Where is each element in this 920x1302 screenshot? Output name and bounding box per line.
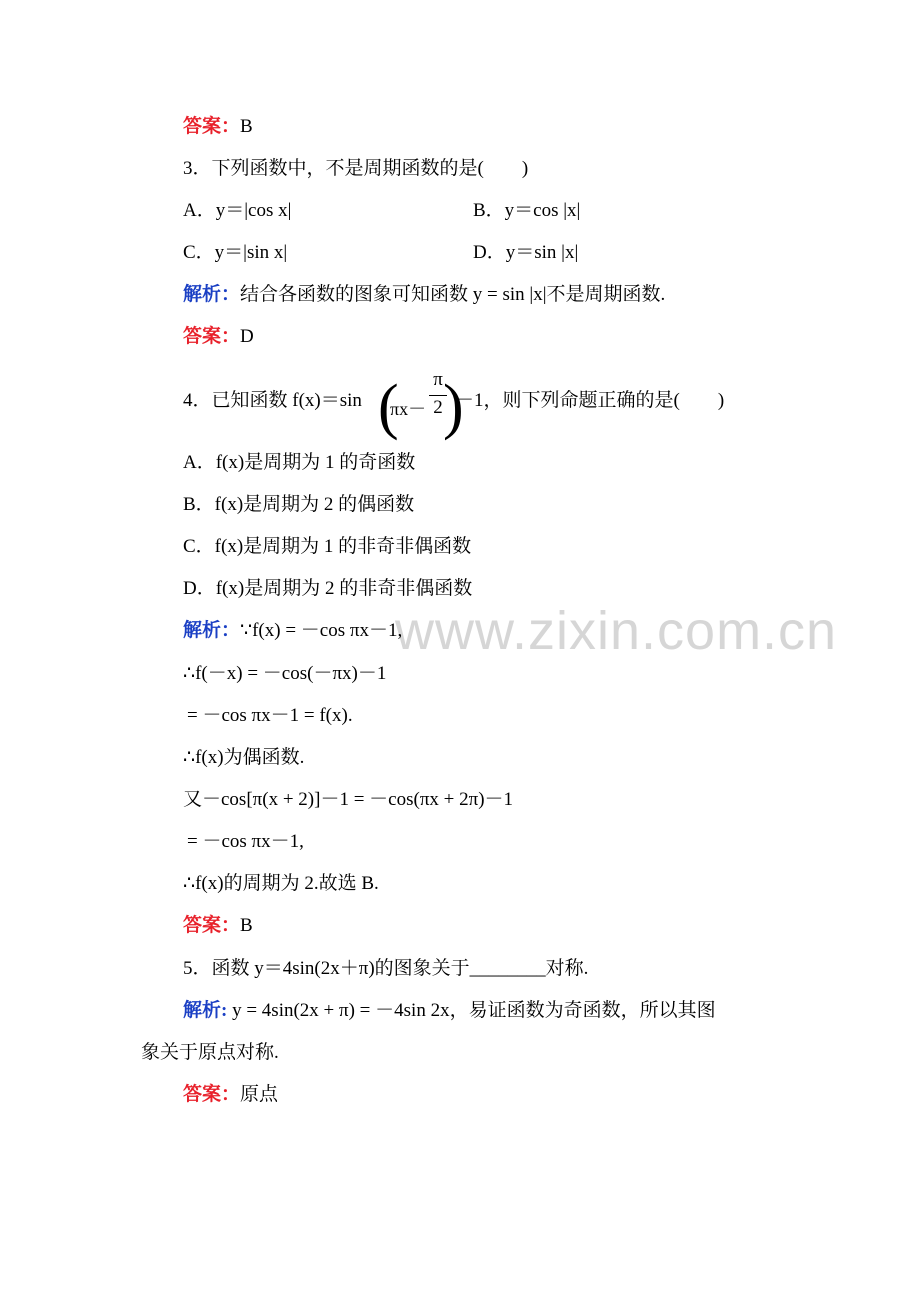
answer-label: 答案：: [183, 1084, 241, 1105]
q3-option-a: A．y＝|cos x|: [183, 200, 292, 221]
right-paren: ): [443, 373, 464, 441]
left-paren: (: [378, 373, 399, 441]
q4-analysis-1: ∵f(x) = －cos πx－1,: [240, 620, 403, 641]
q4-analysis-3: = －cos πx－1 = f(x).: [187, 705, 353, 726]
q3-answer: D: [240, 326, 254, 347]
q4-option-c: C．f(x)是周期为 1 的非奇非偶函数: [183, 536, 472, 557]
q3-answer-line: [183, 324, 254, 350]
q3-stem: 3．下列函数中，不是周期函数的是( ): [183, 158, 529, 179]
q4-answer-line: [183, 913, 253, 939]
q4-analysis-2: ∴f(－x) = －cos(－πx)－1: [183, 663, 387, 684]
answer-label: 答案：: [183, 915, 241, 936]
fraction-numerator: π: [433, 369, 443, 390]
q2-answer: B: [240, 116, 253, 137]
q4-analysis-line-1: [183, 618, 402, 644]
q5-analysis-line-1: [183, 998, 716, 1024]
q2-answer-line: [183, 114, 253, 140]
fraction-denominator: 2: [429, 395, 447, 420]
q4-analysis-4: ∴f(x)为偶函数.: [183, 747, 305, 768]
q4-option-a: A．f(x)是周期为 1 的奇函数: [183, 452, 416, 473]
q3-option-b: B．y＝cos |x|: [473, 200, 581, 221]
q4-stem-pre: 4．已知函数 f(x)＝sin: [183, 390, 362, 411]
analysis-label: 解析:: [183, 1000, 228, 1021]
watermark: www.zixin.com.cn: [395, 601, 838, 661]
q3-option-c: C．y＝|sin x|: [183, 242, 288, 263]
q3-option-d: D．y＝sin |x|: [473, 242, 579, 263]
q4-inner: πx－: [390, 399, 427, 419]
q5-analysis-1: y = 4sin(2x + π) = －4sin 2x，易证函数为奇函数，所以其图: [227, 1000, 716, 1021]
answer-label: 答案：: [183, 116, 241, 137]
q4-option-d: D．f(x)是周期为 2 的非奇非偶函数: [183, 578, 473, 599]
q4-analysis-6: = －cos πx－1,: [187, 831, 304, 852]
q3-analysis: 结合各函数的图象可知函数 y = sin |x|不是周期函数.: [240, 284, 666, 305]
q5-answer: 原点: [240, 1084, 279, 1105]
q5-analysis-2: 象关于原点对称.: [141, 1042, 279, 1063]
q5-answer-line: [183, 1082, 278, 1108]
q4-answer: B: [240, 915, 253, 936]
q4-stem-post: －1，则下列命题正确的是( ): [455, 390, 725, 411]
q4-analysis-7: ∴f(x)的周期为 2.故选 B.: [183, 873, 379, 894]
q4-analysis-5: 又－cos[π(x + 2)]－1 = －cos(πx + 2π)－1: [183, 789, 514, 810]
q3-analysis-line: [183, 282, 665, 308]
analysis-label: 解析：: [183, 620, 241, 641]
q4-option-b: B．f(x)是周期为 2 的偶函数: [183, 494, 415, 515]
analysis-label: 解析：: [183, 284, 241, 305]
answer-label: 答案：: [183, 326, 241, 347]
q5-stem: 5．函数 y＝4sin(2x＋π)的图象关于________对称.: [183, 958, 589, 979]
